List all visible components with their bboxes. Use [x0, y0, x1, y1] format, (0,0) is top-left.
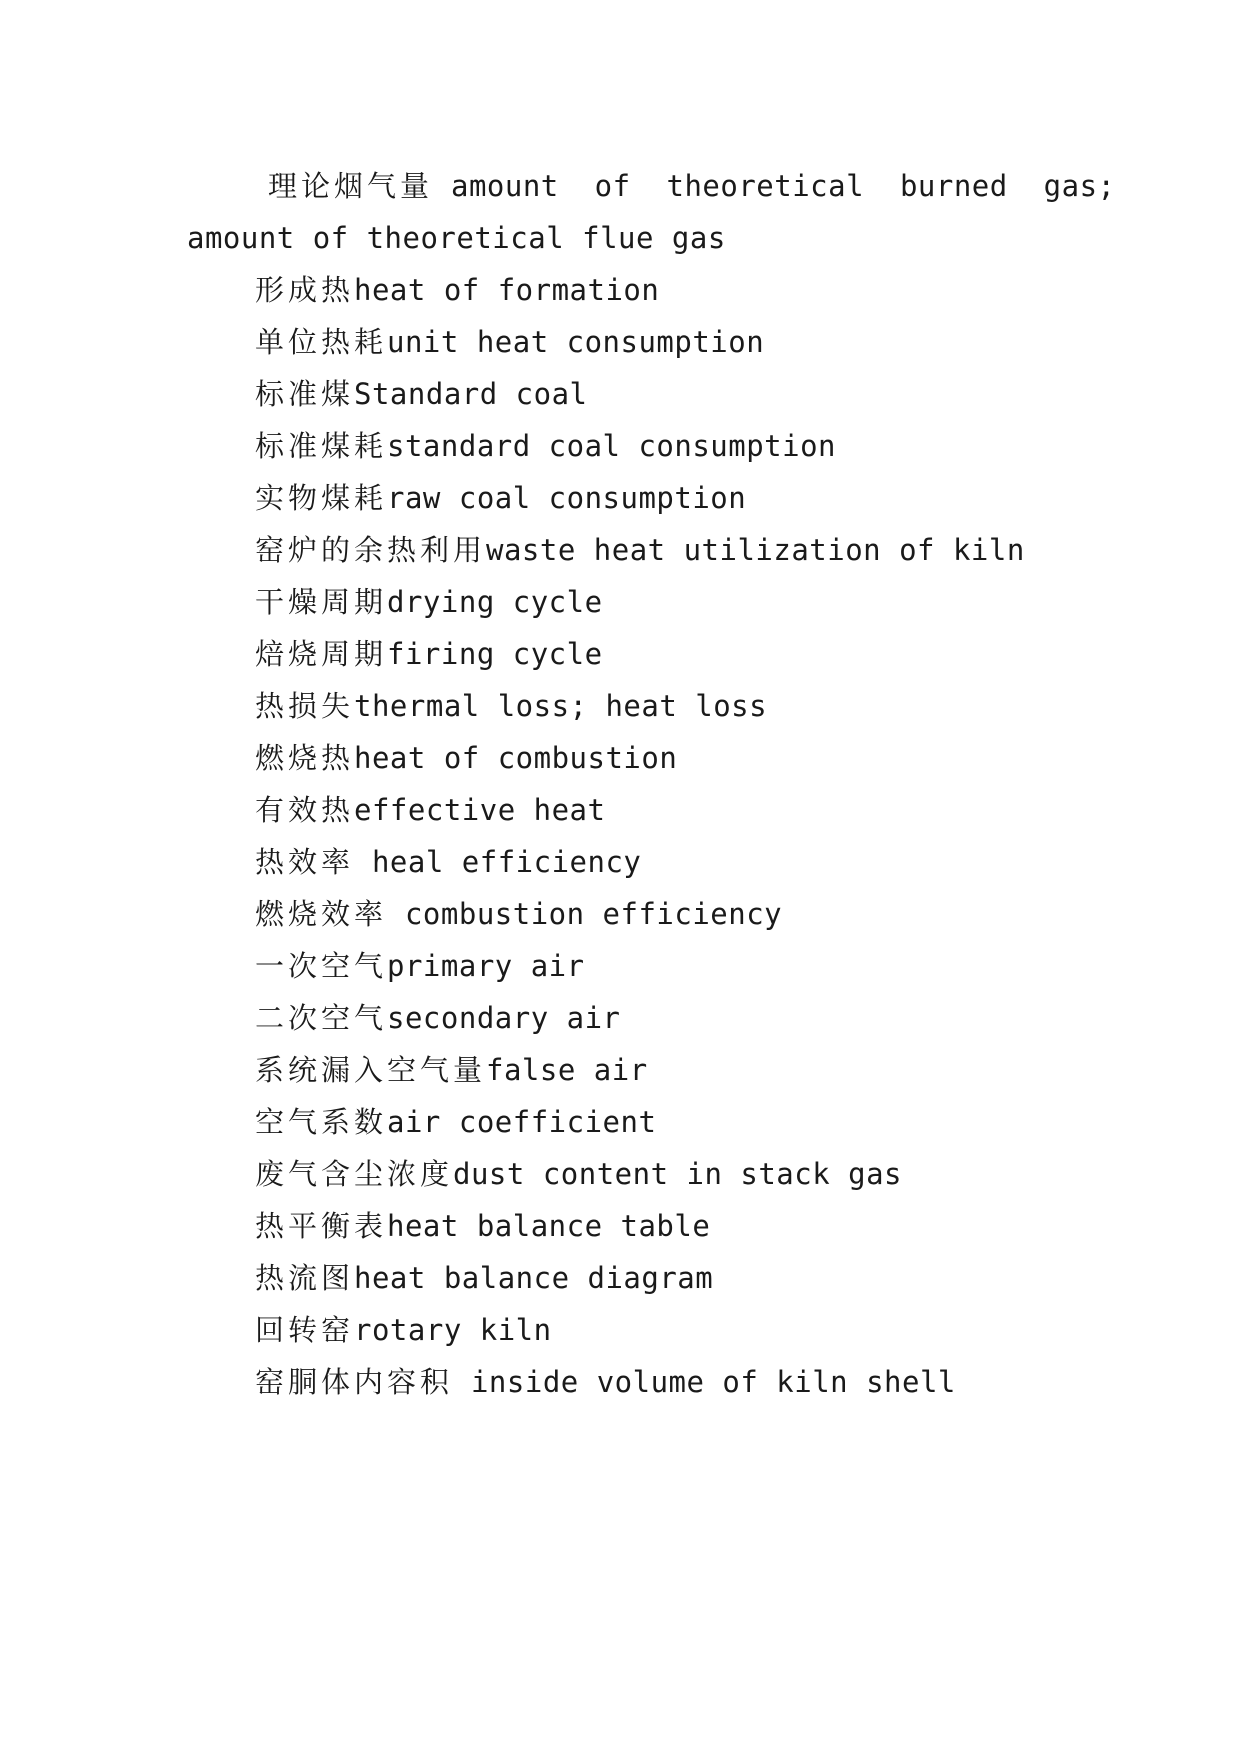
term-chinese: 回转窑 — [255, 1313, 355, 1347]
term-chinese: 窑炉的余热利用 — [255, 533, 487, 567]
glossary-entry — [255, 478, 746, 518]
term-english: primary air — [387, 949, 585, 983]
term-chinese: 二次空气 — [255, 1001, 388, 1035]
term-english: firing cycle — [387, 637, 603, 671]
term-english: false air — [486, 1053, 648, 1087]
term-english: rotary kiln — [354, 1313, 552, 1347]
glossary-entry-continuation — [187, 218, 726, 258]
glossary-entry — [255, 270, 659, 310]
glossary-entry — [255, 946, 585, 986]
term-english: heal efficiency — [354, 845, 642, 879]
term-chinese: 热平衡表 — [255, 1209, 388, 1243]
glossary-entry — [255, 634, 603, 674]
term-chinese: 热流图 — [255, 1261, 355, 1295]
term-chinese: 形成热 — [255, 273, 355, 307]
glossary-entry — [268, 166, 1116, 206]
term-english: effective heat — [354, 793, 606, 827]
term-english: standard coal consumption — [387, 429, 837, 463]
term-english: unit heat consumption — [387, 325, 765, 359]
term-english: waste heat utilization of kiln — [486, 533, 1025, 567]
term-chinese: 焙烧周期 — [255, 637, 388, 671]
term-english: Standard coal — [354, 377, 588, 411]
term-chinese: 单位热耗 — [255, 325, 388, 359]
glossary-entry — [255, 1258, 713, 1298]
term-chinese: 废气含尘浓度 — [255, 1157, 454, 1191]
glossary-entry — [255, 530, 1025, 570]
term-chinese: 实物煤耗 — [255, 481, 388, 515]
glossary-entry — [255, 998, 621, 1038]
term-english: amount of theoretical flue gas — [187, 221, 726, 255]
glossary-entry — [255, 1310, 552, 1350]
term-chinese: 理论烟气量 — [268, 169, 434, 203]
term-chinese: 窑胴体内容积 — [255, 1365, 454, 1399]
term-english: dust content in stack gas — [453, 1157, 903, 1191]
term-english: raw coal consumption — [387, 481, 747, 515]
term-english: heat of formation — [354, 273, 660, 307]
term-chinese: 系统漏入空气量 — [255, 1053, 487, 1087]
glossary-entry — [255, 1206, 710, 1246]
term-english: thermal loss; heat loss — [354, 689, 768, 723]
glossary-entry — [255, 582, 603, 622]
term-english: drying cycle — [387, 585, 603, 619]
term-english: combustion efficiency — [387, 897, 783, 931]
glossary-entry — [255, 790, 605, 830]
term-chinese: 干燥周期 — [255, 585, 388, 619]
term-english: heat of combustion — [354, 741, 678, 775]
glossary-entry — [255, 842, 641, 882]
term-chinese: 标准煤耗 — [255, 429, 388, 463]
term-chinese: 标准煤 — [255, 377, 355, 411]
glossary-entry — [255, 1102, 656, 1142]
term-chinese: 热损失 — [255, 689, 355, 723]
term-english: heat balance table — [387, 1209, 711, 1243]
term-chinese: 燃烧效率 — [255, 897, 388, 931]
term-english: amount of theoretical burned gas; — [450, 169, 1116, 203]
term-chinese: 空气系数 — [255, 1105, 388, 1139]
term-english: inside volume of kiln shell — [453, 1365, 956, 1399]
glossary-entry — [255, 1050, 648, 1090]
term-chinese: 热效率 — [255, 845, 355, 879]
glossary-entry — [255, 322, 764, 362]
glossary-entry — [255, 894, 782, 934]
term-chinese: 燃烧热 — [255, 741, 355, 775]
glossary-entry — [255, 1362, 956, 1402]
term-english: air coefficient — [387, 1105, 657, 1139]
term-english: secondary air — [387, 1001, 621, 1035]
glossary-entry — [255, 374, 588, 414]
glossary-entry — [255, 738, 677, 778]
glossary-entry — [255, 686, 767, 726]
term-chinese: 一次空气 — [255, 949, 388, 983]
glossary-entry — [255, 426, 836, 466]
term-english: heat balance diagram — [354, 1261, 714, 1295]
term-chinese: 有效热 — [255, 793, 355, 827]
glossary-entry — [255, 1154, 902, 1194]
